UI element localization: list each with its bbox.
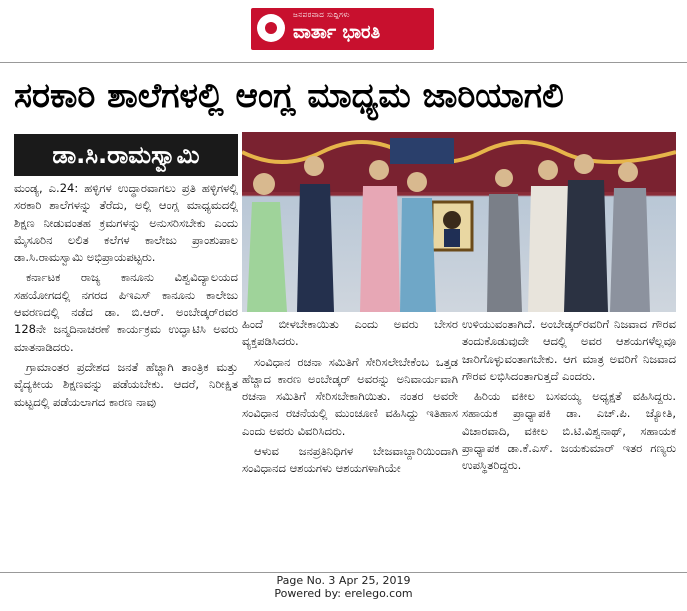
byline-banner: ಡಾ.ಸಿ.ರಾಮಸ್ವಾಮಿ	[14, 134, 238, 176]
masthead-title: ವಾರ್ತಾ ಭಾರತಿ	[293, 22, 381, 43]
article-column-2	[242, 316, 458, 572]
event-photo-illustration	[242, 132, 676, 312]
paragraph: ಮಂಡ್ಯ, ಎ.24: ಹಳ್ಳಿಗಳ ಉದ್ಧಾರವಾಗಲು ಪ್ರತಿ ಹಳ್ಳಿಗಳಲ್ಲಿ ಸರಕಾರಿ ಶಾಲೆಗಳನ್ನು ತೆರೆದು, ಅಲ್ಲಿ ಆಂಗ್ಲ ಮಾಧ್ಯಮದಲ್ಲಿ ಶಿಕ್ಷಣ ನೀಡುವಂತಹ ಕ್ರಮಗಳನ್ನು ಅನುಸರಿಸಬೇಕು ಎಂದು ಮೈಸೂರಿನ ಲಲಿತ ಕಲೆಗಳ ಕಾಲೇಜು ಪ್ರಾಂಶುಪಾಲ ಡಾ.ಸಿ.ರಾಮಸ್ವಾಮಿ ಅಭಿಪ್ರಾಯಪಟ್ಟರು.	[14, 181, 238, 265]
article-column-1	[14, 180, 238, 572]
article-column-3	[462, 316, 676, 572]
paragraph: ಆಳುವ ಜನಪ್ರತಿನಿಧಿಗಳ ಬೇಜವಾಬ್ದಾರಿಯಿಂದಾಗಿ ಸಂವಿಧಾನದ ಆಶಯಗಳು ಆಶಯಗಳಾಗಿಯೇ	[242, 444, 458, 476]
paragraph: ಸಂವಿಧಾನ ರಚನಾ ಸಮಿತಿಗೆ ಸೇರಿಸಲೇಬೇಕೆಂಬ ಒತ್ತಡ ಹೆಚ್ಚಾದ ಕಾರಣ ಅಂಬೇಡ್ಕರ್ ಅವರನ್ನು ಅನಿವಾರ್ಯವಾಗಿ ರಚನಾ ಸಮಿತಿಗೆ ಸೇರಿಸಬೇಕಾಗಿಯಿತು. ನಂತರ ಅವರೇ ಸಂವಿಧಾನ ರಚನೆಯಲ್ಲಿ ಮುಂಚೂಣಿ ವಹಿಸಿದ್ದು ಇತಿಹಾಸ ಎಂದು ಅವರು ವಿವರಿಸಿದರು.	[242, 354, 458, 438]
paragraph: ಹಿರಿಯ ವಕೀಲ ಬಸವಯ್ಯ ಅಧ್ಯಕ್ಷತೆ ವಹಿಸಿದ್ದರು. ಸಹಾಯಕ ಪ್ರಾಧ್ಯಾಪಕಿ ಡಾ. ಎಚ್.ಪಿ. ಜ್ಯೋತಿ, ವಿಚಾರವಾದಿ, ವಕೀಲ ಬಿ.ಟಿ.ವಿಶ್ವನಾಥ್, ಸಹಾಯಕ ಪ್ರಾಧ್ಯಾಪಕ ಡಾ.ಕೆ.ಎಸ್. ಜಯಕುಮಾರ್ ಇತರ ಗಣ್ಯರು ಉಪಸ್ಥಿತರಿದ್ದರು.	[462, 389, 676, 473]
bottom-divider	[0, 572, 687, 573]
headline: ಸರಕಾರಿ ಶಾಲೆಗಳಲ್ಲಿ ಆಂಗ್ಲ ಮಾಧ್ಯಮ ಜಾರಿಯಾಗಲಿ	[14, 76, 564, 116]
paragraph: ಕರ್ನಾಟಕ ರಾಜ್ಯ ಕಾನೂನು ವಿಶ್ವವಿದ್ಯಾಲಯದ ಸಹಯೋಗದಲ್ಲಿ ನಗರದ ಪಿಇಎಸ್ ಕಾನೂನು ಕಾಲೇಜು ಆವರಣದಲ್ಲಿ ನಡೆದ ಡಾ. ಬಿ.ಆರ್. ಅಂಬೇಡ್ಕರ್‌ರವರ 128ನೇ ಜನ್ಮದಿನಾಚರಣೆ ಕಾರ್ಯಕ್ರಮ ಉದ್ಘಾಟಿಸಿ ಅವರು ಮಾತನಾಡಿದರು.	[14, 270, 238, 354]
paragraph: ಹಿಂದೆ ಬೀಳಬೇಕಾಯಿತು ಎಂದು ಅವರು ಬೇಸರ ವ್ಯಕ್ತಪಡಿಸಿದರು.	[242, 317, 458, 349]
powered-by: Powered by: erelego.com	[274, 587, 413, 600]
event-photo	[242, 132, 676, 312]
footer	[0, 574, 687, 600]
masthead-logo	[251, 8, 434, 50]
top-divider	[0, 62, 687, 63]
page-info: Page No. 3 Apr 25, 2019	[276, 574, 411, 587]
emblem-icon	[257, 14, 285, 42]
paragraph: ಉಳಿಯುವಂತಾಗಿದೆ. ಅಂಬೇಡ್ಕರ್‌ರವರಿಗೆ ನಿಜವಾದ ಗೌರವ ತಂದುಕೊಡುವುದೇ ಆದಲ್ಲಿ ಅವರ ಆಶಯಗಳೆಲ್ಲವೂ ಜಾರಿಗೊಳ್ಳುವಂತಾಗಬೇಕು. ಆಗ ಮಾತ್ರ ಅವರಿಗೆ ನಿಜವಾದ ಗೌರವ ಲಭಿಸಿದಂತಾಗುತ್ತದೆ ಎಂದರು.	[462, 317, 676, 383]
masthead-tagline: ಜನಪರವಾದ ಸುದ್ದಿಗಳು	[293, 11, 350, 19]
paragraph: ಗ್ರಾಮಾಂತರ ಪ್ರದೇಶದ ಜನತೆ ಹೆಚ್ಚಾಗಿ ತಾಂತ್ರಿಕ ಮತ್ತು ವೈದ್ಯಕೀಯ ಶಿಕ್ಷಣವನ್ನು ಪಡೆಯಬೇಕು. ಆದರೆ, ನಿರೀಕ್ಷಿತ ಮಟ್ಟದಲ್ಲಿ ಪಡೆಯಲಾಗದ ಕಾರಣ ನಾವು	[14, 359, 238, 409]
